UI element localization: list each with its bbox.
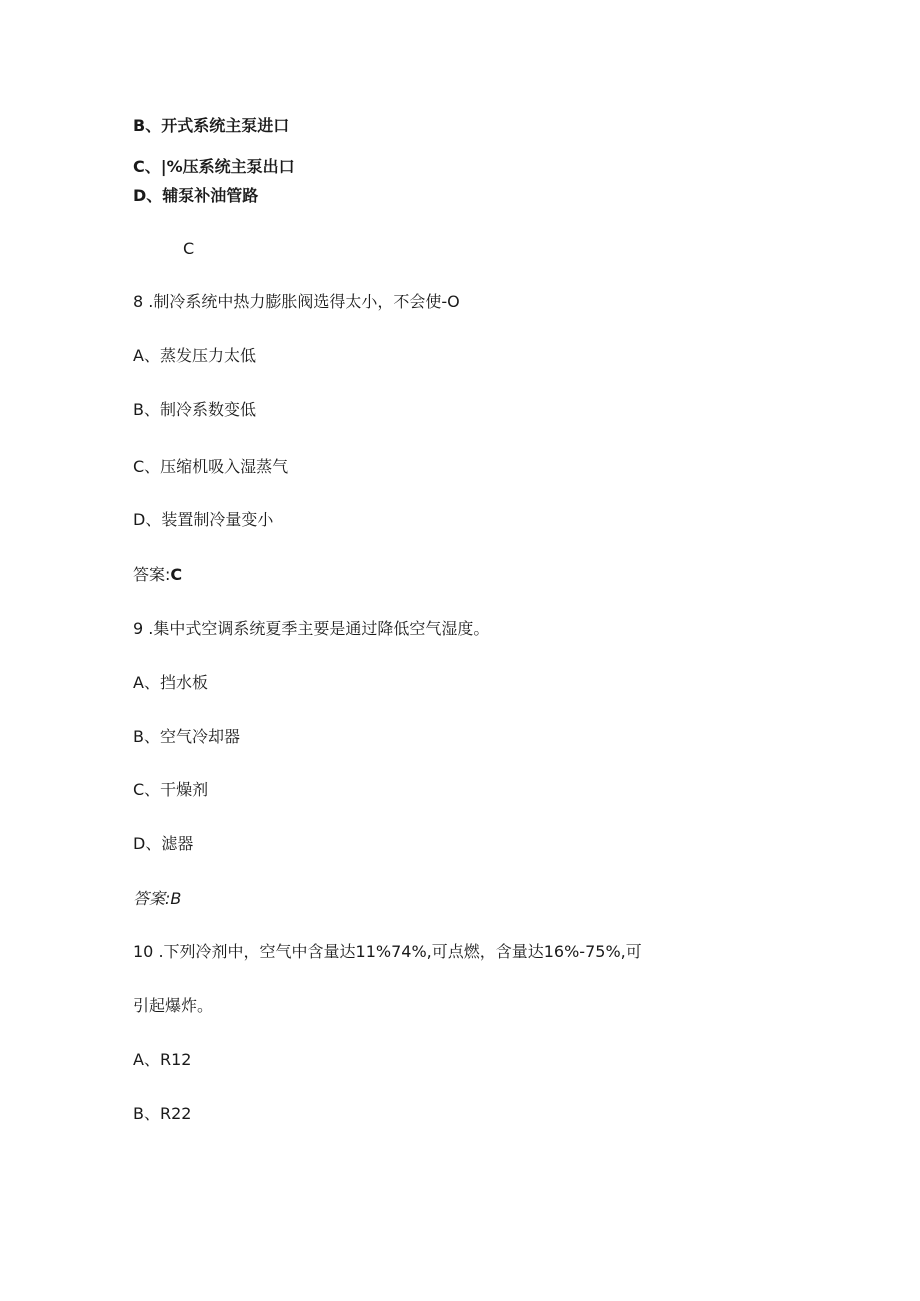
q9-option-a: A、挡水板 (133, 673, 208, 692)
q9-option-c: C、干燥剂 (133, 780, 209, 799)
q9-option-b: B、空气冷却器 (133, 727, 240, 746)
q9-option-d: D、滤器 (133, 834, 194, 853)
answer-value: C (170, 565, 183, 584)
answer-label: 答案: (133, 565, 171, 584)
q9-answer: 答案:B (133, 889, 182, 908)
question-8: 8 .制冷系统中热力膨胀阀选得太小，不会使-O (133, 292, 460, 311)
option-d-line: D、辅泵补油管路 (133, 186, 259, 205)
q8-option-d: D、装置制冷量变小 (133, 510, 274, 529)
answer-line: C (183, 239, 195, 258)
q8-option-a: A、蒸发压力太低 (133, 346, 256, 365)
question-9: 9 .集中式空调系统夏季主要是通过降低空气湿度。 (133, 619, 490, 638)
q8-option-c: C、压缩机吸入湿蒸气 (133, 457, 289, 476)
q10-option-a: A、R12 (133, 1050, 192, 1069)
option-c-line: C、|%压系统主泵出口 (133, 157, 295, 176)
question-10-continued: 引起爆炸。 (133, 996, 214, 1015)
question-10: 10 .下列冷剂中，空气中含量达11%74%,可点燃，含量达16%-75%,可 (133, 942, 642, 961)
option-b-line: B、开式系统主泵进口 (133, 116, 290, 135)
q8-answer (133, 565, 182, 585)
q8-option-b: B、制冷系数变低 (133, 400, 256, 419)
q10-option-b: B、R22 (133, 1104, 192, 1123)
